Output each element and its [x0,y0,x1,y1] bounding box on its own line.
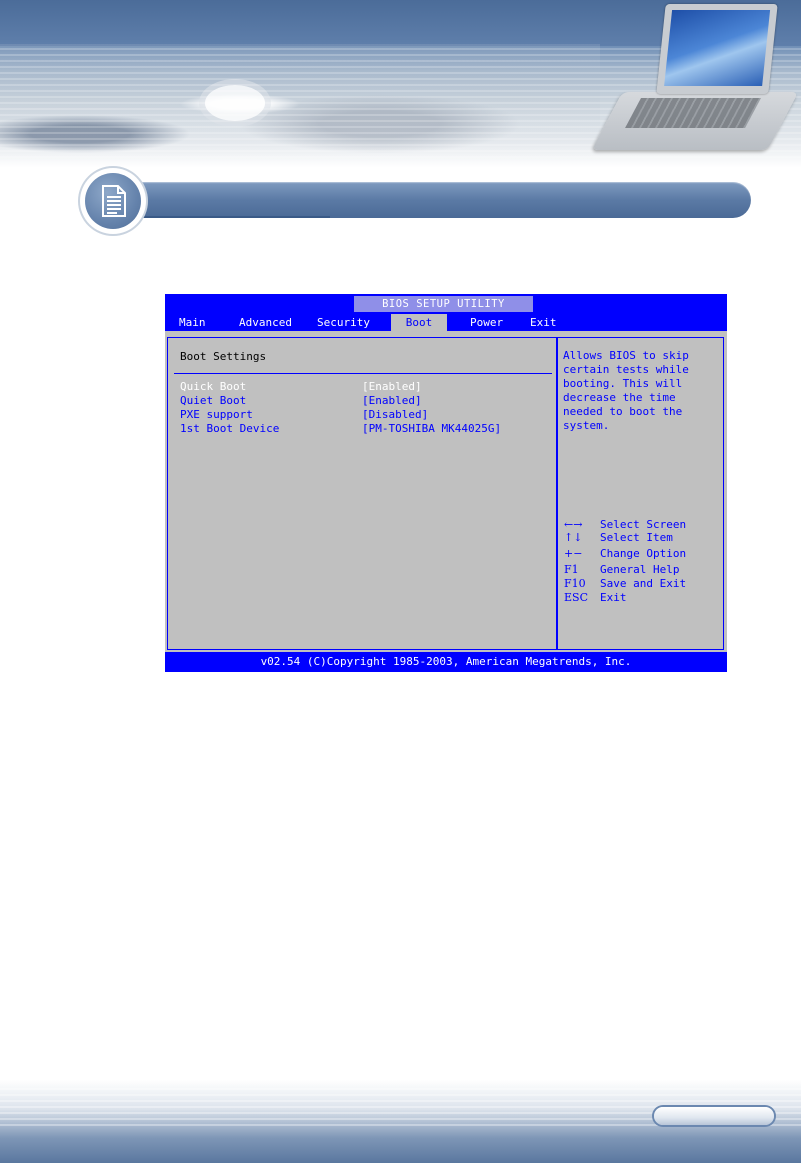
first-boot-device-value[interactable]: [PM-TOSHIBA MK44025G] [362,422,502,435]
key-desc: Select Item [600,531,673,544]
esc-key: ESC [564,591,588,604]
laptop-screen [656,4,777,94]
laptop-keyboard [625,98,761,128]
quick-boot-label[interactable]: Quick Boot [180,380,247,393]
quiet-boot-value[interactable]: [Enabled] [362,394,422,407]
laptop-display [664,10,770,86]
up-down-arrow-icon: ↑↓ [564,531,583,544]
section-header-bar [115,182,751,218]
key-desc: Select Screen [600,518,687,531]
quick-boot-value[interactable]: [Enabled] [362,380,422,393]
bios-screenshot [165,294,727,672]
divider [174,373,552,374]
section-icon-badge [80,168,146,234]
menu-power[interactable]: Power [470,316,504,329]
menu-exit[interactable]: Exit [530,316,557,329]
first-boot-device-label[interactable]: 1st Boot Device [180,422,280,435]
key-desc: Change Option [600,547,687,560]
section-icon-circle [85,173,141,229]
bios-body [165,331,727,652]
key-desc: Save and Exit [600,577,687,590]
menu-security[interactable]: Security [317,316,370,329]
menu-main[interactable]: Main [179,316,206,329]
help-text: Allows BIOS to skip certain tests while booting. This will decrease the time needed to boot the system. [563,349,689,432]
help-panel [557,337,724,650]
bios-menu-bar [165,314,727,331]
document-icon [102,185,126,217]
bios-footer: v02.54 (C)Copyright 1985-2003, American Megatrends, Inc. [260,655,632,668]
laptop-image [603,0,793,162]
left-right-arrow-icon: ←→ [564,518,583,531]
bios-title: BIOS SETUP UTILITY [354,296,533,312]
pxe-support-value[interactable]: [Disabled] [362,408,429,421]
quiet-boot-label[interactable]: Quiet Boot [180,394,247,407]
menu-boot[interactable]: Boot [391,314,447,331]
key-desc: Exit [600,591,627,604]
key-desc: General Help [600,563,680,576]
f10-key: F10 [564,577,586,590]
f1-key: F1 [564,563,579,576]
settings-panel [167,337,557,650]
section-title: Boot Settings [180,350,267,363]
plus-minus-icon: +− [564,547,583,560]
pxe-support-label[interactable]: PXE support [180,408,253,421]
top-banner [0,0,801,168]
menu-advanced[interactable]: Advanced [239,316,292,329]
section-underline [140,216,330,218]
page-number-pill [654,1107,774,1125]
